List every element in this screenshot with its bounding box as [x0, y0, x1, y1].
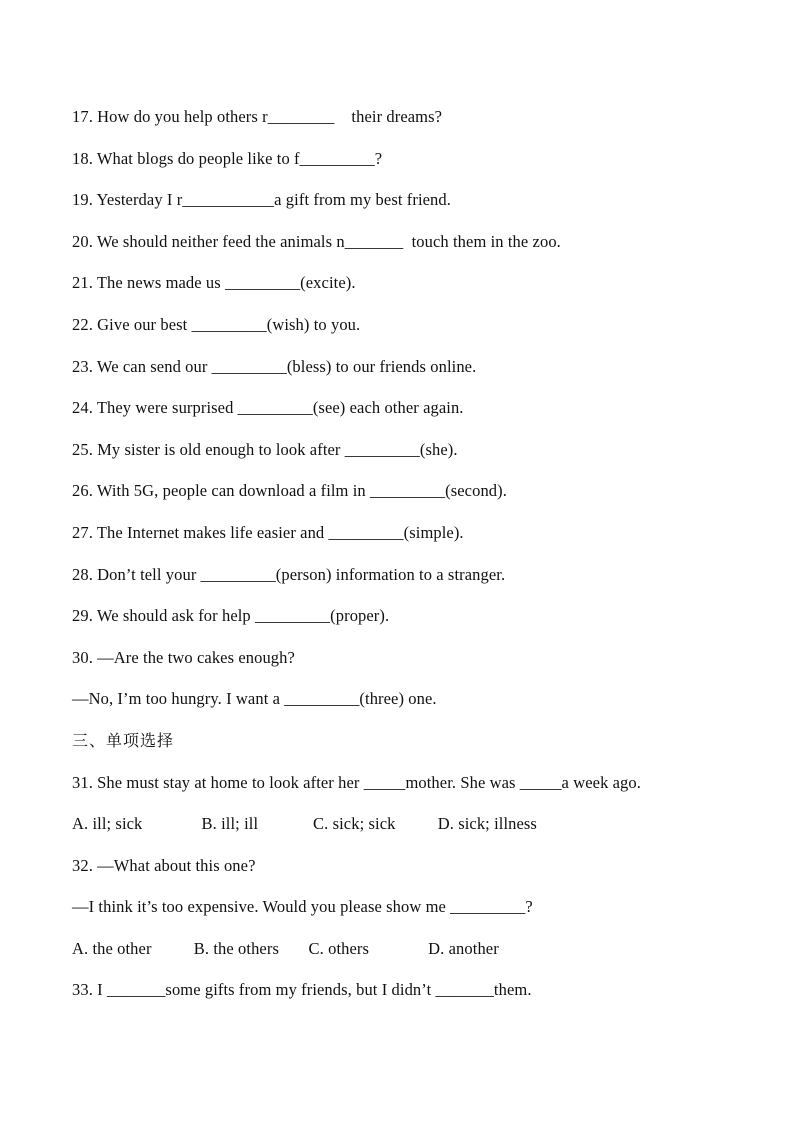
- question-19: 19. Yesterday I r___________a gift from my best friend.: [72, 190, 451, 210]
- question-21: 21. The news made us _________(excite).: [72, 273, 356, 293]
- question-30-prompt: 30. —Are the two cakes enough?: [72, 647, 295, 667]
- question-24: 24. They were surprised _________(see) each other again.: [72, 398, 464, 418]
- question-29: 29. We should ask for help _________(proper).: [72, 606, 390, 626]
- question-31-options: A. ill; sick B. ill; ill C. sick; sick D. sick; illness: [72, 814, 537, 834]
- question-30-response: —No, I’m too hungry. I want a _________(three) one.: [72, 689, 437, 709]
- question-18: 18. What blogs do people like to f_________?: [72, 148, 383, 168]
- question-33: 33. I _______some gifts from my friends, but I didn’t _______them.: [72, 980, 532, 1000]
- question-20: 20. We should neither feed the animals n_______ touch them in the zoo.: [72, 231, 561, 251]
- section-heading: 三、单项选择: [72, 730, 175, 750]
- question-28: 28. Don’t tell your _________(person) information to a stranger.: [72, 564, 506, 584]
- question-31: 31. She must stay at home to look after her _____mother. She was _____a week ago.: [72, 772, 641, 792]
- question-32-prompt: 32. —What about this one?: [72, 855, 256, 875]
- question-list: [72, 104, 762, 1019]
- question-22: 22. Give our best _________(wish) to you.: [72, 314, 361, 334]
- question-23: 23. We can send our _________(bless) to our friends online.: [72, 356, 477, 376]
- question-27: 27. The Internet makes life easier and _________(simple).: [72, 522, 464, 542]
- question-32-response: —I think it’s too expensive. Would you please show me _________?: [72, 897, 533, 917]
- question-32-options: A. the other B. the others C. others D. another: [72, 938, 499, 958]
- question-25: 25. My sister is old enough to look after _________(she).: [72, 439, 458, 459]
- question-26: 26. With 5G, people can download a film in _________(second).: [72, 481, 507, 501]
- question-17: 17. How do you help others r________ their dreams?: [72, 107, 443, 126]
